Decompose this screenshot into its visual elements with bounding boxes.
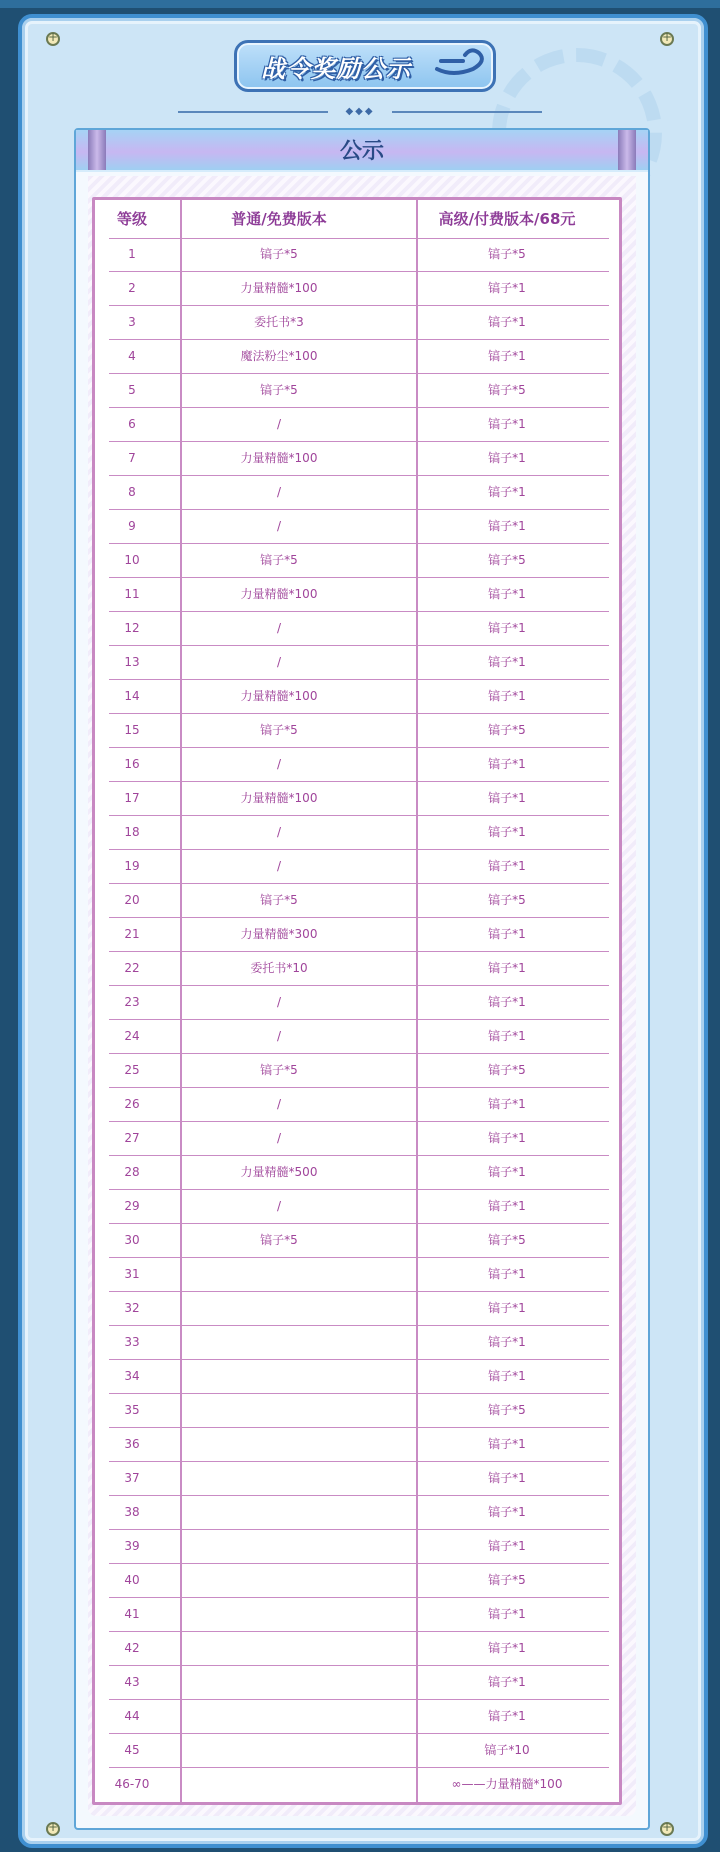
level-cell: 19: [124, 859, 140, 873]
free-reward-cell: 力量精髓*100: [240, 689, 318, 703]
table-row: [109, 1564, 609, 1598]
free-reward-cell: [161, 1768, 397, 1801]
paid-reward-cell: 镐子*1: [488, 1029, 526, 1043]
free-reward-cell: 委托书*3: [254, 315, 304, 329]
paid-reward-cell: 镐子*5: [488, 893, 526, 907]
paid-reward-cell: 镐子*1: [488, 859, 526, 873]
free-reward-cell: /: [276, 519, 282, 533]
paid-reward-cell: ∞——力量精髓*100: [451, 1777, 563, 1791]
table-row: [109, 714, 609, 748]
paid-reward-cell: 镐子*5: [488, 1573, 526, 1587]
level-cell: 38: [124, 1505, 140, 1519]
free-reward-cell: 镐子*5: [260, 553, 298, 567]
table-row: [109, 306, 609, 340]
paid-reward-cell: 镐子*1: [488, 1675, 526, 1689]
free-reward-cell: 镐子*5: [260, 383, 298, 397]
table-row: [109, 1360, 609, 1394]
rivet-icon: [660, 1822, 674, 1836]
level-cell: 7: [128, 451, 136, 465]
table-row: [109, 272, 609, 306]
free-reward-cell: /: [276, 621, 282, 635]
free-reward-cell: /: [276, 417, 282, 431]
free-reward-cell: /: [276, 859, 282, 873]
table-row: [109, 986, 609, 1020]
level-cell: 16: [124, 757, 140, 771]
free-reward-cell: /: [276, 1097, 282, 1111]
free-reward-cell: /: [276, 995, 282, 1009]
table-row: [109, 1632, 609, 1666]
table-row: [109, 1462, 609, 1496]
level-cell: 12: [124, 621, 140, 635]
table-row: [109, 1734, 609, 1768]
free-reward-cell: 委托书*10: [250, 961, 308, 975]
level-cell: 45: [124, 1743, 140, 1757]
level-cell: 36: [124, 1437, 140, 1451]
level-cell: 22: [124, 961, 140, 975]
level-cell: 15: [124, 723, 140, 737]
free-reward-cell: [161, 1734, 397, 1767]
level-cell: 17: [124, 791, 140, 805]
title-banner: [234, 40, 496, 92]
free-reward-cell: [161, 1292, 397, 1325]
level-cell: 28: [124, 1165, 140, 1179]
rivet-icon: [660, 32, 674, 46]
paid-reward-cell: 镐子*10: [484, 1743, 530, 1757]
table-row: [109, 1428, 609, 1462]
table-row: [109, 612, 609, 646]
paid-reward-cell: 镐子*1: [488, 825, 526, 839]
free-reward-cell: 力量精髓*100: [240, 587, 318, 601]
table-row: [109, 1394, 609, 1428]
table-row: [109, 782, 609, 816]
header-level: 等级: [116, 210, 147, 228]
panel-header: [76, 130, 648, 172]
free-reward-cell: 力量精髓*300: [240, 927, 318, 941]
paid-reward-cell: 镐子*1: [488, 1097, 526, 1111]
table-row: [109, 850, 609, 884]
level-cell: 46-70: [114, 1777, 150, 1791]
table-row: [109, 952, 609, 986]
free-reward-cell: [161, 1598, 397, 1631]
paid-reward-cell: 镐子*1: [488, 1335, 526, 1349]
level-cell: 35: [124, 1403, 140, 1417]
table-header-row: [109, 200, 609, 239]
free-reward-cell: /: [276, 485, 282, 499]
free-reward-cell: [161, 1428, 397, 1461]
diamond-icon: ◆◆◆: [345, 106, 375, 117]
free-reward-cell: [161, 1666, 397, 1699]
table-row: [109, 1768, 609, 1801]
free-reward-cell: [161, 1258, 397, 1291]
table-row: [109, 442, 609, 476]
paid-reward-cell: 镐子*5: [488, 553, 526, 567]
paid-reward-cell: 镐子*1: [488, 791, 526, 805]
level-cell: 24: [124, 1029, 140, 1043]
level-cell: 30: [124, 1233, 140, 1247]
page-title: 战令奖励公示: [261, 55, 411, 83]
level-cell: 40: [124, 1573, 140, 1587]
table-row: [109, 1122, 609, 1156]
level-cell: 42: [124, 1641, 140, 1655]
level-cell: 14: [124, 689, 140, 703]
level-cell: 33: [124, 1335, 140, 1349]
paid-reward-cell: 镐子*5: [488, 1063, 526, 1077]
table-row: [109, 748, 609, 782]
level-cell: 43: [124, 1675, 140, 1689]
free-reward-cell: 魔法粉尘*100: [240, 349, 318, 363]
level-cell: 21: [124, 927, 140, 941]
header-paid: 高级/付费版本/68元: [438, 210, 576, 228]
free-reward-cell: [161, 1530, 397, 1563]
level-cell: 44: [124, 1709, 140, 1723]
free-reward-cell: [161, 1360, 397, 1393]
header-free: 普通/免费版本: [231, 210, 327, 228]
free-reward-cell: 镐子*5: [260, 247, 298, 261]
table-row: [109, 1156, 609, 1190]
paid-reward-cell: 镐子*1: [488, 1539, 526, 1553]
free-reward-cell: [161, 1700, 397, 1733]
paid-reward-cell: 镐子*1: [488, 451, 526, 465]
paid-reward-cell: 镐子*1: [488, 587, 526, 601]
level-cell: 27: [124, 1131, 140, 1145]
level-cell: 6: [128, 417, 136, 431]
table-row: [109, 1700, 609, 1734]
level-cell: 20: [124, 893, 140, 907]
table-row: [109, 408, 609, 442]
level-cell: 32: [124, 1301, 140, 1315]
level-cell: 31: [124, 1267, 140, 1281]
free-reward-cell: /: [276, 1131, 282, 1145]
free-reward-cell: 力量精髓*100: [240, 451, 318, 465]
level-cell: 41: [124, 1607, 140, 1621]
paid-reward-cell: 镐子*5: [488, 247, 526, 261]
paid-reward-cell: 镐子*5: [488, 1233, 526, 1247]
paid-reward-cell: 镐子*1: [488, 927, 526, 941]
level-cell: 18: [124, 825, 140, 839]
level-cell: 9: [128, 519, 136, 533]
free-reward-cell: 镐子*5: [260, 1233, 298, 1247]
paid-reward-cell: 镐子*1: [488, 1301, 526, 1315]
paid-reward-cell: 镐子*1: [488, 1131, 526, 1145]
paid-reward-cell: 镐子*1: [488, 1267, 526, 1281]
table-row: [109, 1530, 609, 1564]
level-cell: 8: [128, 485, 136, 499]
paid-reward-cell: 镐子*1: [488, 1369, 526, 1383]
paid-reward-cell: 镐子*1: [488, 655, 526, 669]
paid-reward-cell: 镐子*1: [488, 349, 526, 363]
table-row: [109, 1054, 609, 1088]
paid-reward-cell: 镐子*1: [488, 1641, 526, 1655]
title-divider: [178, 106, 542, 118]
level-cell: 34: [124, 1369, 140, 1383]
free-reward-cell: [161, 1462, 397, 1495]
level-cell: 10: [124, 553, 140, 567]
paid-reward-cell: 镐子*1: [488, 1437, 526, 1451]
paid-reward-cell: 镐子*5: [488, 1403, 526, 1417]
paid-reward-cell: 镐子*1: [488, 689, 526, 703]
swirl-icon: [433, 47, 489, 81]
table-row: [109, 1666, 609, 1700]
level-cell: 39: [124, 1539, 140, 1553]
table-row: [109, 1224, 609, 1258]
paid-reward-cell: 镐子*1: [488, 1471, 526, 1485]
table-row: [109, 1496, 609, 1530]
paid-reward-cell: 镐子*1: [488, 1165, 526, 1179]
top-edge: [0, 0, 720, 8]
table-row: [109, 1258, 609, 1292]
level-cell: 26: [124, 1097, 140, 1111]
free-reward-cell: [161, 1326, 397, 1359]
free-reward-cell: 力量精髓*500: [240, 1165, 318, 1179]
free-reward-cell: 力量精髓*100: [240, 791, 318, 805]
level-cell: 11: [124, 587, 140, 601]
free-reward-cell: /: [276, 825, 282, 839]
table-row: [109, 884, 609, 918]
free-reward-cell: 镐子*5: [260, 1063, 298, 1077]
free-reward-cell: [161, 1632, 397, 1665]
table-row: [109, 1190, 609, 1224]
paid-reward-cell: 镐子*5: [488, 723, 526, 737]
paid-reward-cell: 镐子*1: [488, 757, 526, 771]
paid-reward-cell: 镐子*1: [488, 315, 526, 329]
table-row: [109, 578, 609, 612]
paid-reward-cell: 镐子*1: [488, 1709, 526, 1723]
table-row: [109, 476, 609, 510]
level-cell: 4: [128, 349, 136, 363]
free-reward-cell: 镐子*5: [260, 723, 298, 737]
level-cell: 29: [124, 1199, 140, 1213]
table-row: [109, 374, 609, 408]
table-row: [109, 1598, 609, 1632]
paid-reward-cell: 镐子*1: [488, 621, 526, 635]
table-row: [109, 1088, 609, 1122]
free-reward-cell: 力量精髓*100: [240, 281, 318, 295]
level-cell: 1: [128, 247, 136, 261]
table-row: [109, 1292, 609, 1326]
paid-reward-cell: 镐子*1: [488, 995, 526, 1009]
table-row: [109, 238, 609, 272]
level-cell: 5: [128, 383, 136, 397]
table-row: [109, 544, 609, 578]
table-row: [109, 1020, 609, 1054]
paid-reward-cell: 镐子*1: [488, 485, 526, 499]
paid-reward-cell: 镐子*5: [488, 383, 526, 397]
rivet-icon: [46, 1822, 60, 1836]
table-row: [109, 816, 609, 850]
paid-reward-cell: 镐子*1: [488, 1607, 526, 1621]
free-reward-cell: [161, 1496, 397, 1529]
free-reward-cell: /: [276, 655, 282, 669]
paid-reward-cell: 镐子*1: [488, 281, 526, 295]
level-cell: 37: [124, 1471, 140, 1485]
paid-reward-cell: 镐子*1: [488, 1505, 526, 1519]
table-row: [109, 680, 609, 714]
free-reward-cell: /: [276, 1199, 282, 1213]
level-cell: 25: [124, 1063, 140, 1077]
paid-reward-cell: 镐子*1: [488, 417, 526, 431]
level-cell: 23: [124, 995, 140, 1009]
panel-label: 公示: [339, 139, 384, 164]
rivet-icon: [46, 32, 60, 46]
free-reward-cell: [161, 1564, 397, 1597]
free-reward-cell: /: [276, 757, 282, 771]
free-reward-cell: 镐子*5: [260, 893, 298, 907]
table-row: [109, 510, 609, 544]
table-row: [109, 646, 609, 680]
level-cell: 2: [128, 281, 136, 295]
paid-reward-cell: 镐子*1: [488, 961, 526, 975]
free-reward-cell: /: [276, 1029, 282, 1043]
table-row: [109, 340, 609, 374]
free-reward-cell: [161, 1394, 397, 1427]
level-cell: 13: [124, 655, 140, 669]
reward-table: [92, 197, 622, 1805]
table-row: [109, 1326, 609, 1360]
table-row: [109, 918, 609, 952]
level-cell: 3: [128, 315, 136, 329]
paid-reward-cell: 镐子*1: [488, 1199, 526, 1213]
paid-reward-cell: 镐子*1: [488, 519, 526, 533]
